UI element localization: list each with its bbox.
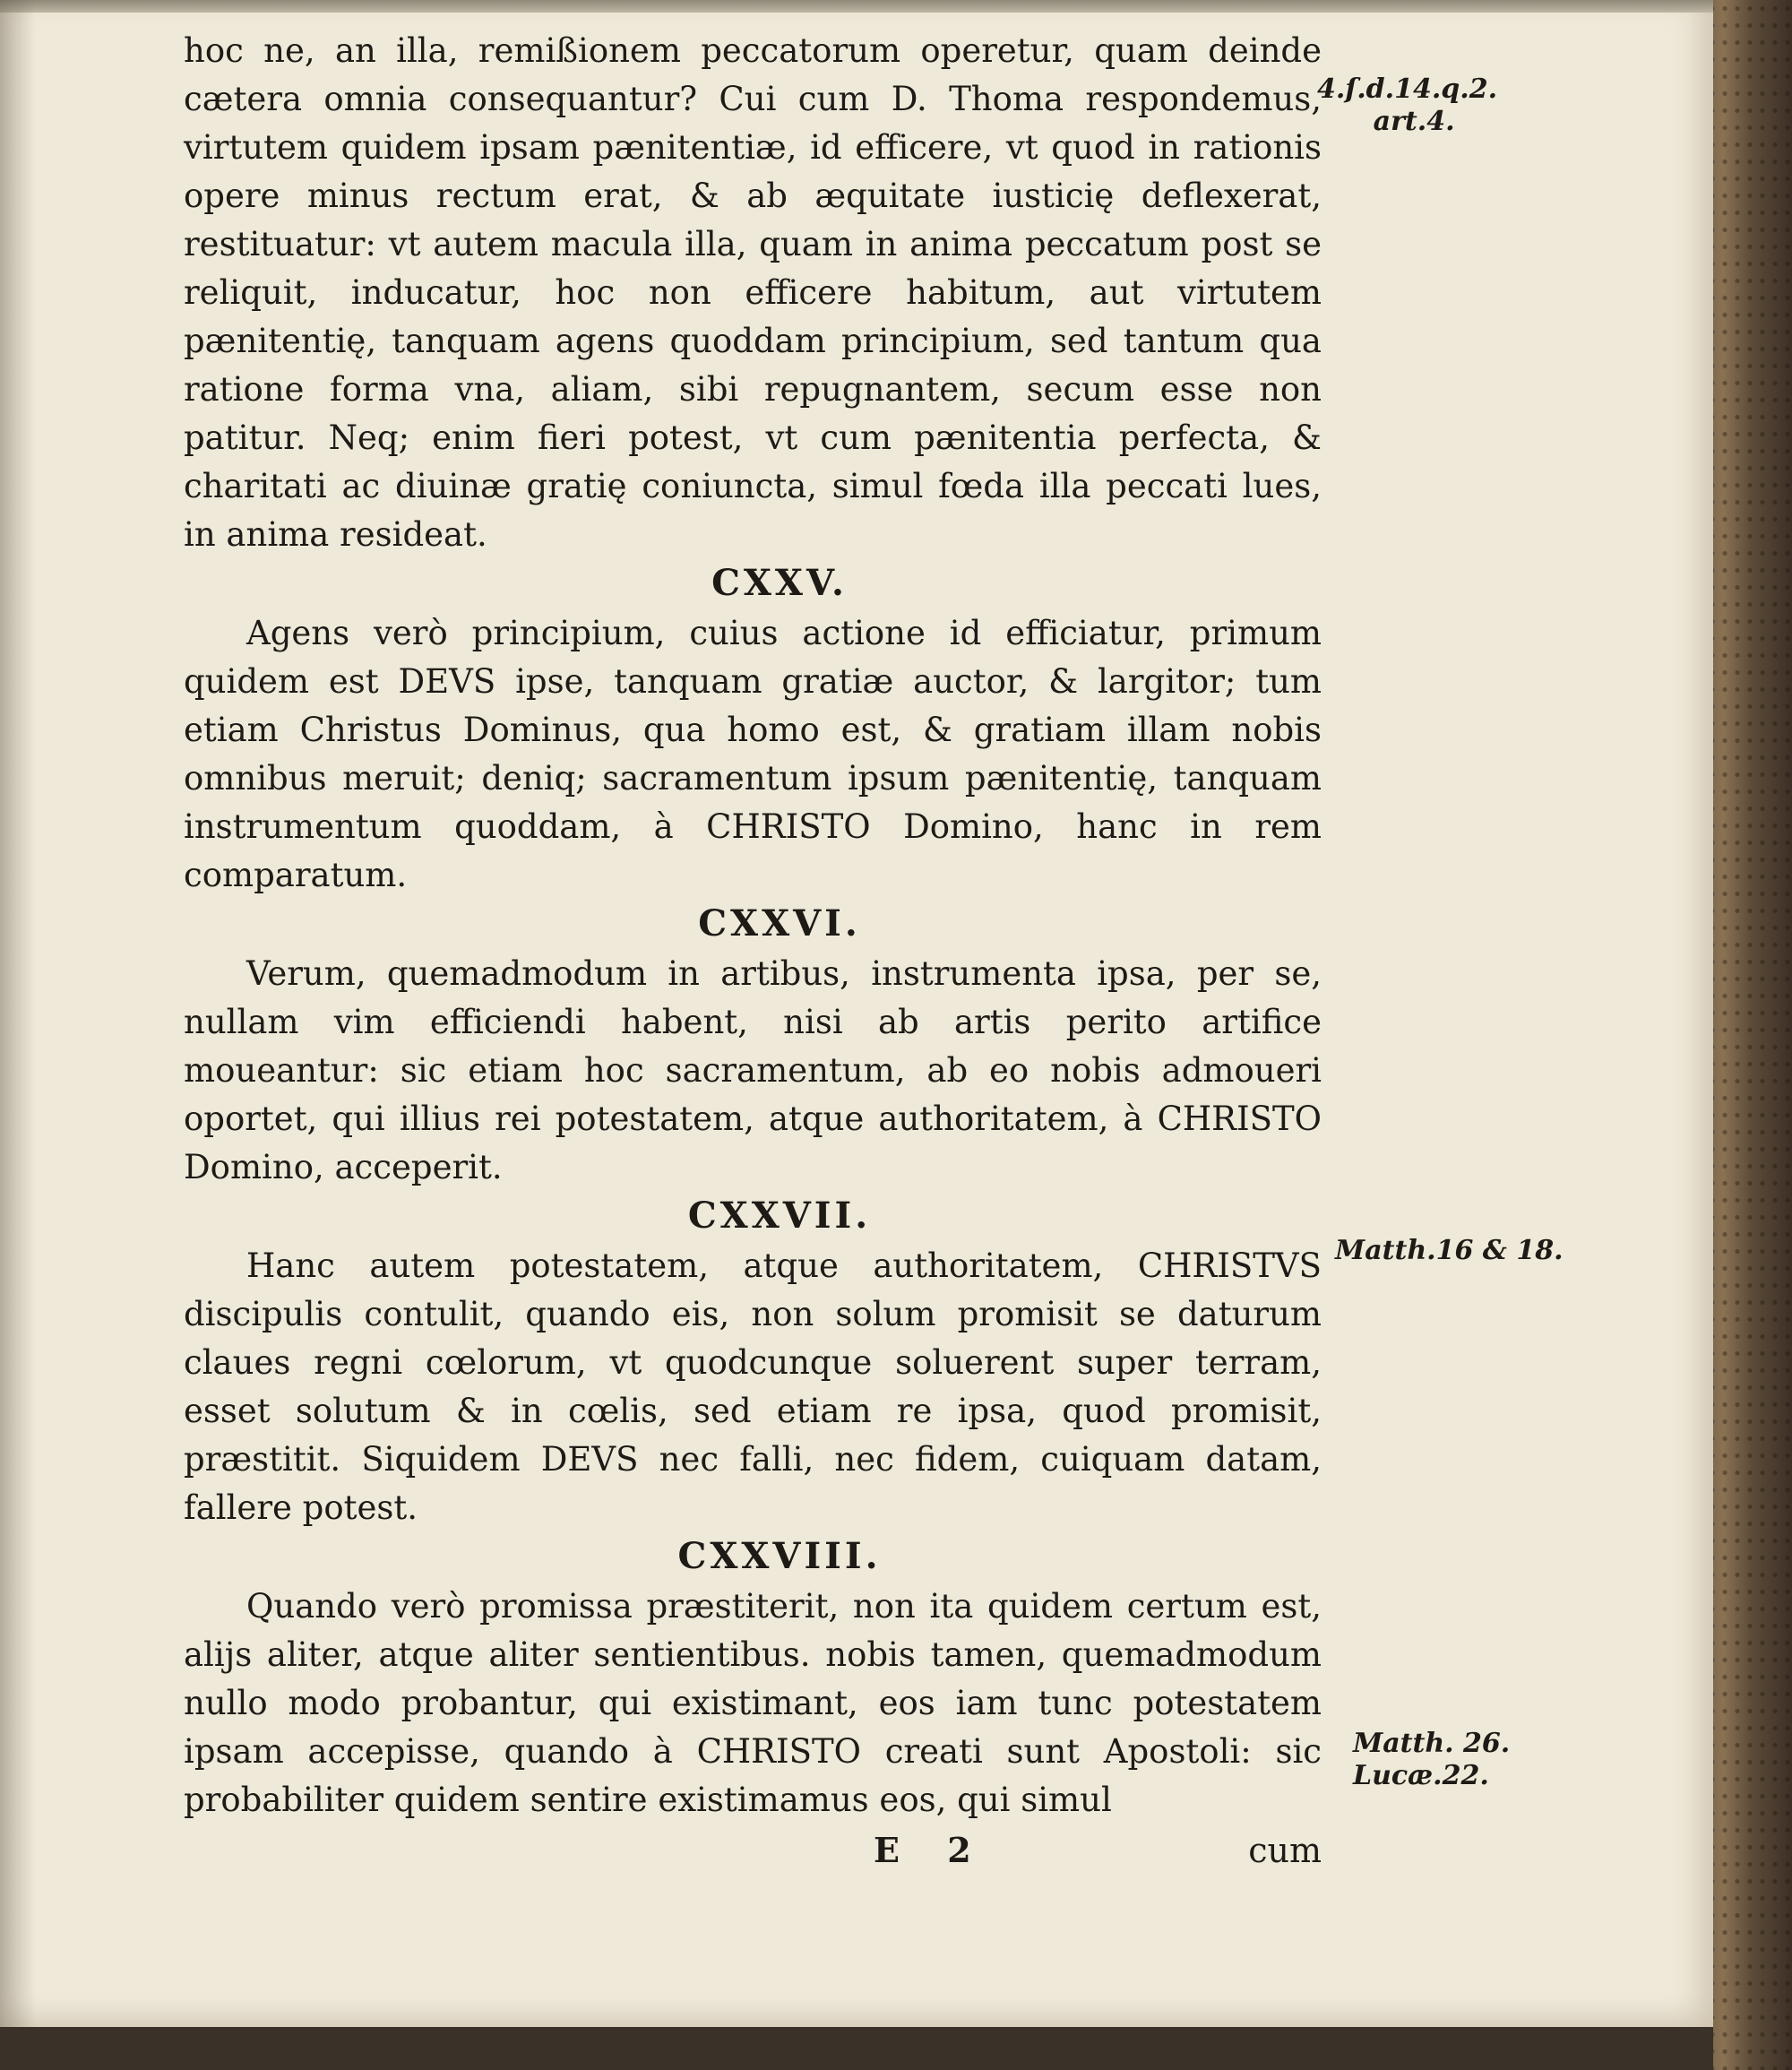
section-number-125: CXXV. [711,562,848,604]
section-text-127: Hanc autem potestatem, atque authoritatem, CHRISTVS discipulis contulit, quando eis, non solum promisit se daturum claues regni cœlorum, vt quodcunque soluerent super terram, esset solutum & in cœlis, sed etiam re ipsa, quod promisit, præstitit. Siquidem DEVS nec falli, nec fidem, cuiquam datam, fallere potest. [184,1246,1322,1527]
marginal-note-1: 4.ſ.d.14.q.2. art.4. [1317,73,1498,137]
bottom-strip [0,2027,1713,2070]
top-rule [0,0,1713,13]
marginal-note-2: Matth.16 & 18. [1335,1235,1564,1266]
signature-mark: E 2 [874,1830,989,1870]
section-text-128: Quando verò promissa præstiterit, non ita quidem certum est, alijs aliter, atque aliter sentientibus. nobis tamen, quemadmodum nullo modo probantur, qui existimant, eos iam tunc potestatem ipsam accepisse, quando à CHRISTO creati sunt Apostoli: sic probabiliter quidem sentire existimamus eos, qui simul [184,1587,1322,1819]
footer-line [184,1826,1322,1875]
section-number-127: CXXVII. [687,1195,872,1237]
catchword: cum [1248,1831,1322,1870]
marginal-note-3: Matth. 26. Lucæ.22. [1353,1728,1511,1791]
section-text-126: Verum, quemadmodum in artibus, instrumenta ipsa, per se, nullam vim efficiendi habent, nisi ab artis perito artifice moueantur: sic etiam hoc sacramentum, ab eo nobis admoueri oportet, qui illius rei potestatem, atque authoritatem, à CHRISTO Domino, acceperit. [184,954,1322,1186]
gutter-shadow [0,0,36,2027]
section-text-125: Agens verò principium, cuius actione id efficiatur, primum quidem est DEVS ipse, tanquam gratiæ auctor, & largitor; tum etiam Christus Dominus, qua homo est, & gratiam illam nobis omnibus meruit; deniq; sacramentum ipsum pænitentię, tanquam instrumentum quoddam, à CHRISTO Domino, hanc in rem comparatum. [184,614,1322,894]
intro-paragraph: hoc ne, an illa, remißionem peccatorum operetur, quam deinde cætera omnia consequantur? Cui cum D. Thoma respondemus, virtutem quidem ipsam pænitentiæ, id efficere, vt quod in rationis opere minus rectum erat, & ab æquitate iusticię deflexerat, restituatur: vt autem macula illa, quam in anima peccatum post se reliquit, inducatur, hoc non efficere habitum, aut virtutem pænitentię, tanquam agens quoddam principium, sed tantum qua ratione forma vna, aliam, sibi repugnantem, secum esse non patitur. Neq; enim fieri potest, vt cum pænitentia perfecta, & charitati ac diuinæ gratię coniuncta, simul fœda illa peccati lues, in anima resideat. [184,31,1322,554]
section-number-126: CXXVI. [698,902,861,944]
text-block [184,27,1322,1875]
section-number-128: CXXVIII. [677,1535,882,1577]
